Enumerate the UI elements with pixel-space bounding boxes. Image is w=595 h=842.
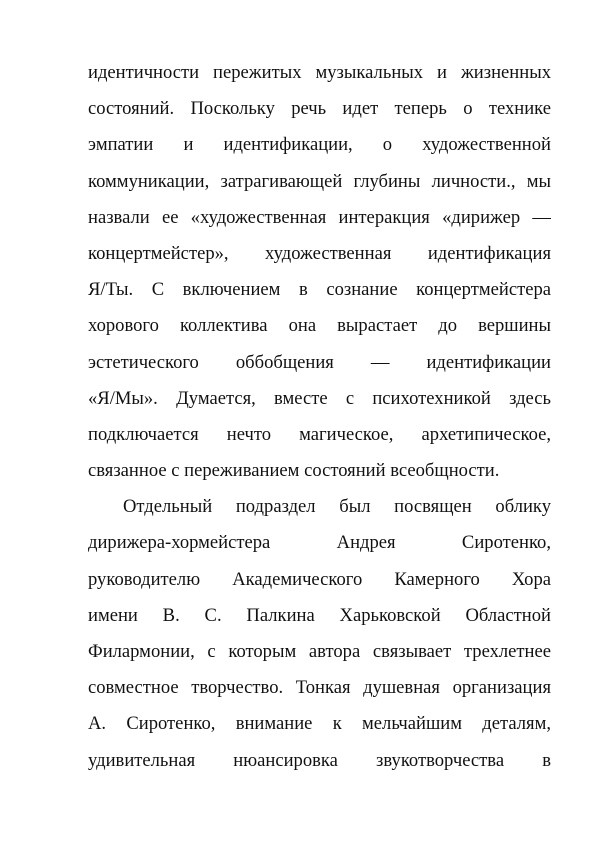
text-line: эмпатии и идентификации, о художественной — [88, 134, 551, 156]
text-line: удивительная нюансировка звукотворчества в — [88, 749, 551, 771]
text-line: назвали ее «художественная интеракция «дирижер — — [88, 206, 551, 228]
text-line: подключается нечто магическое, архетипическое, — [88, 423, 551, 445]
paragraph-2 — [88, 489, 551, 779]
text-line: коммуникации, затрагивающей глубины личности., мы — [88, 170, 551, 192]
text-line: А. Сиротенко, внимание к мельчайшим деталям, — [88, 713, 551, 735]
text-line: руководителю Академического Камерного Хора — [88, 568, 551, 590]
text-line: состояний. Поскольку речь идет теперь о технике — [88, 98, 551, 120]
paragraph-1 — [88, 55, 551, 489]
text-line: концертмейстер», художественная идентификация — [88, 242, 551, 264]
text-line: дирижера-хормейстера Андрея Сиротенко, — [88, 532, 551, 554]
text-line: Я/Ты. С включением в сознание концертмейстера — [88, 279, 551, 301]
text-line: идентичности пережитых музыкальных и жизненных — [88, 62, 551, 83]
text-line: эстетического оббобщения — идентификации — [88, 351, 551, 373]
text-line: хорового коллектива она вырастает до вершины — [88, 315, 551, 337]
document-page — [88, 55, 551, 779]
text-line: Филармонии, с которым автора связывает трехлетнее — [88, 641, 551, 662]
text-line: Отдельный подраздел был посвящен облику — [123, 496, 551, 518]
text-line: «Я/Мы». Думается, вместе с психотехникой здесь — [88, 387, 551, 409]
text-line: совместное творчество. Тонкая душевная организация — [88, 677, 551, 699]
text-line: связанное с переживанием состояний всеобщности. — [88, 460, 500, 482]
text-line: имени В. С. Палкина Харьковской Областной — [88, 604, 551, 626]
